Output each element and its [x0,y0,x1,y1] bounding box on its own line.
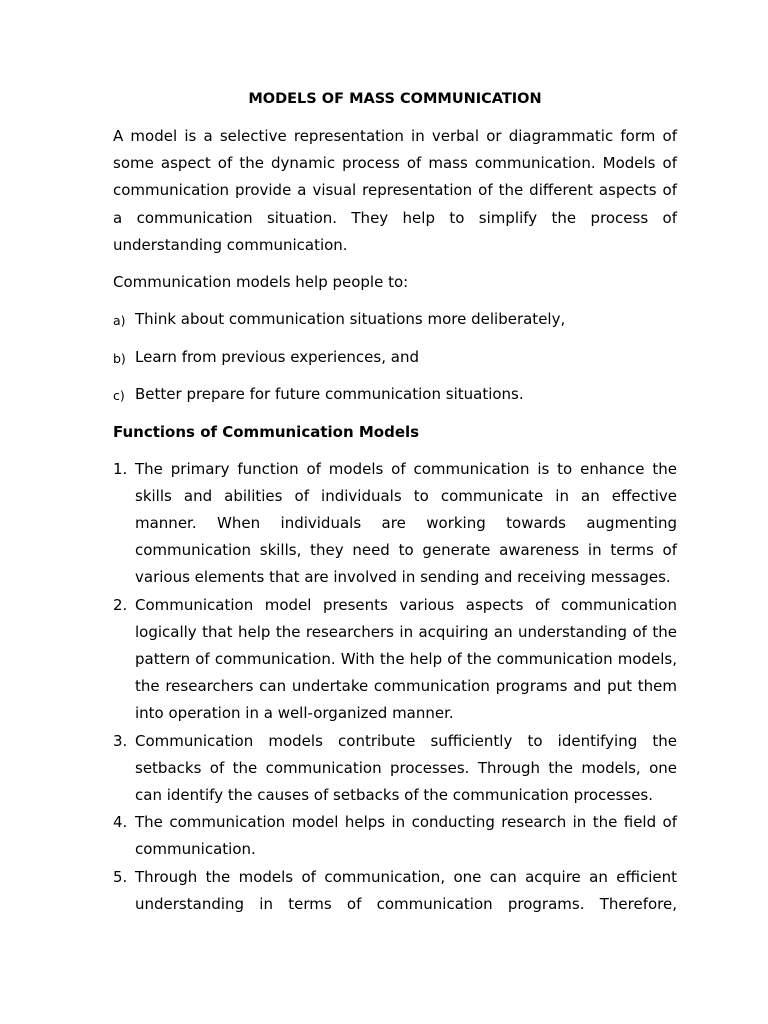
list-item-text: Think about communication situations more deliberately, [135,310,566,329]
list-item [113,381,677,408]
list-item [113,809,677,863]
intro-paragraph: A model is a selective representation in verbal or diagrammatic form of some aspect of the dynamic process of mass communication. Models of communication provide a visual representation of the different aspects of a communication situation. They help to simplify the process of understanding communication. [113,127,677,254]
list-item [113,306,677,333]
list-marker: b) [113,350,126,366]
list-item-text: Through the models of communication, one can acquire an efficient understanding in terms of communication programs. Therefore, [135,867,677,913]
list-marker: 5. [113,867,128,886]
list-item [113,864,677,918]
help-list [113,306,677,408]
list-item-text: The primary function of models of communication is to enhance the skills and abilities of individuals to communicate in an effective manner. When individuals are working towards augmenting communication skills, they need to generate awareness in terms of various elements that are involved in sending and receiving messages. [135,459,677,587]
list-marker: a) [113,313,126,329]
list-marker: 1. [113,459,128,478]
list-item-text: Learn from previous experiences, and [135,347,419,366]
list-item-text: Communication models contribute sufficiently to identifying the setbacks of the communication processes. Through the models, one can identify the causes of setbacks of the communication processes. [135,731,677,804]
list-item-text: The communication model helps in conducting research in the field of communication. [135,813,677,859]
document-title: MODELS OF MASS COMMUNICATION [248,91,542,107]
list-marker: 4. [113,813,128,832]
list-item-text: Communication model presents various aspects of communication logically that help the researchers in acquiring an understanding of the pattern of communication. With the help of the communication models, the researchers can undertake communication programs and put them into operation in a well-organized manner. [135,595,677,723]
list-item [113,344,677,371]
list-item [113,456,677,592]
section-heading: Functions of Communication Models [113,422,420,441]
list-marker: c) [113,388,125,404]
helps-intro: Communication models help people to: [113,273,409,292]
list-item-text: Better prepare for future communication situations. [135,385,524,404]
list-item [113,728,677,810]
functions-list [113,456,677,918]
list-marker: 2. [113,595,128,614]
list-item [113,592,677,728]
document-page [113,86,677,918]
list-marker: 3. [113,731,128,750]
